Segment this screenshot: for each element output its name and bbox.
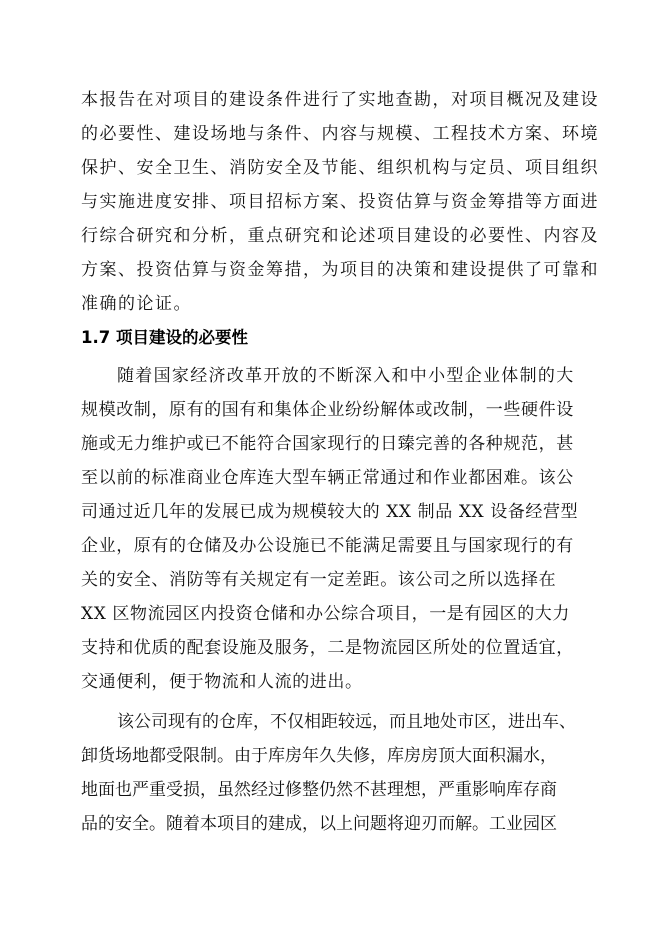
para2-line-4: 品的安全。随着本项目的建成，以上问题将迎刃而解。工业园区 [81, 814, 557, 834]
para1-line-9: 支持和优质的配套设施及服务，二是物流园区所处的位置适宜， [81, 638, 574, 658]
para1-line-3: 施或无力维护或已不能符合国家现行的日臻完善的各种规范，甚 [81, 434, 574, 454]
section-heading: 1.7 项目建设的必要性 [81, 328, 248, 347]
para1-line-7: 关的安全、消防等有关规定有一定差距。该公司之所以选择在 [81, 570, 557, 590]
para1-line-8: XX 区物流园区内投资仓储和办公综合项目，一是有园区的大力 [81, 604, 571, 624]
intro-line-1: 本报告在对项目的建设条件进行了实地查勘，对项目概况及建设 [81, 90, 599, 110]
para2-line-2: 卸货场地都受限制。由于库房年久失修，库房房顶大面积漏水， [81, 746, 557, 766]
para1-line-6: 企业，原有的仓储及办公设施已不能满足需要且与国家现行的有 [81, 536, 574, 556]
intro-line-3: 保护、安全卫生、消防安全及节能、组织机构与定员、项目组织 [81, 158, 599, 178]
intro-line-6: 方案、投资估算与资金筹措，为项目的决策和建设提供了可靠和 [81, 260, 599, 280]
para2-line-3: 地面也严重受损，虽然经过修整仍然不甚理想，严重影响库存商 [81, 780, 557, 800]
intro-line-2: 的必要性、建设场地与条件、内容与规模、工程技术方案、环境 [81, 124, 599, 144]
para1-line-5: 司通过近几年的发展已成为规模较大的 XX 制品 XX 设备经营型 [81, 502, 579, 522]
intro-line-5: 行综合研究和分析，重点研究和论述项目建设的必要性、内容及 [81, 226, 599, 246]
intro-line-7: 准确的论证。 [81, 294, 192, 314]
intro-line-4: 与实施进度安排、项目招标方案、投资估算与资金筹措等方面进 [81, 192, 599, 212]
para1-line-4: 至以前的标准商业仓库连大型车辆正常通过和作业都困难。该公 [81, 468, 574, 488]
para1-line-2: 规模改制，原有的国有和集体企业纷纷解体或改制，一些硬件设 [81, 400, 574, 420]
para1-line-1: 随着国家经济改革开放的不断深入和中小型企业体制的大 [117, 366, 575, 386]
para1-line-10: 交通便利，便于物流和人流的进出。 [81, 672, 363, 692]
para2-line-1: 该公司现有的仓库，不仅相距较远，而且地处市区，进出车、 [117, 712, 576, 732]
